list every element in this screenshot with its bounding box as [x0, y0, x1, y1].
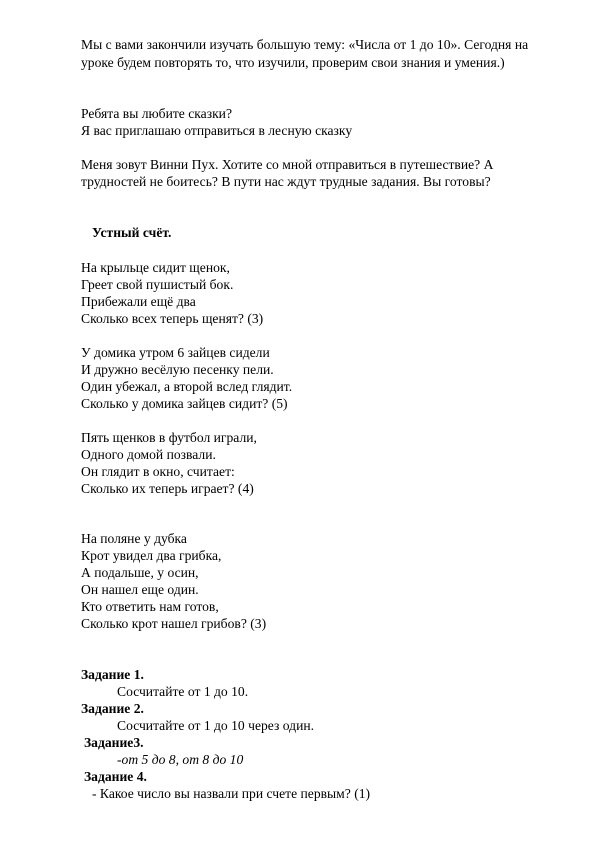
task4-title: Задание 4.	[84, 769, 147, 784]
task4-text: - Какое число вы назвали при счете первым? (1)	[92, 786, 371, 801]
intro-line-2: уроке будем повторять то, что изучили, проверим свои знания и умения.)	[81, 55, 505, 70]
poem3-line: Он глядит в окно, считает:	[81, 464, 235, 479]
task2-title: Задание 2.	[81, 701, 144, 716]
poem2-line: У домика утром 6 зайцев сидели	[81, 345, 270, 360]
poem2-line: Сколько у домика зайцев сидит? (5)	[81, 396, 288, 411]
intro-line-1: Мы с вами закончили изучать большую тему: «Числа от 1 до 10». Сегодня на	[81, 37, 529, 52]
poem1-line: Сколько всех теперь щенят? (3)	[81, 311, 264, 326]
task1-text: Сосчитайте от 1 до 10.	[117, 684, 249, 699]
oral-count-heading: Устный счёт.	[92, 225, 172, 240]
poem4-line: Сколько крот нашел грибов? (3)	[81, 616, 267, 631]
pooh-line-2: трудностей не боитесь? В пути нас ждут трудные задания. Вы готовы?	[81, 174, 491, 189]
invite-line-2: Я вас приглашаю отправиться в лесную сказку	[81, 123, 353, 138]
poem3-line: Сколько их теперь играет? (4)	[81, 481, 254, 496]
invite-line-1: Ребята вы любите сказки?	[81, 106, 232, 121]
task3-text: -от 5 до 8, от 8 до 10	[117, 752, 244, 767]
task1-title: Задание 1.	[81, 667, 144, 682]
poem4-line: Он нашел еще один.	[81, 582, 199, 597]
poem4-line: Кто ответить нам готов,	[81, 599, 219, 614]
poem1-line: На крыльце сидит щенок,	[81, 260, 230, 275]
task2-text: Сосчитайте от 1 до 10 через один.	[117, 718, 315, 733]
poem3-line: Одного домой позвали.	[81, 447, 216, 462]
poem2-line: Один убежал, а второй вслед глядит.	[81, 379, 293, 394]
poem1-line: Греет свой пушистый бок.	[81, 277, 234, 292]
poem1-line: Прибежали ещё два	[81, 294, 196, 309]
task3-title: Задание3.	[84, 735, 144, 750]
pooh-line-1: Меня зовут Винни Пух. Хотите со мной отправиться в путешествие? А	[81, 157, 494, 172]
poem4-line: Крот увидел два грибка,	[81, 548, 222, 563]
poem2-line: И дружно весёлую песенку пели.	[81, 362, 274, 377]
poem4-line: На поляне у дубка	[81, 531, 187, 546]
poem3-line: Пять щенков в футбол играли,	[81, 430, 257, 445]
poem4-line: А подальше, у осин,	[81, 565, 199, 580]
